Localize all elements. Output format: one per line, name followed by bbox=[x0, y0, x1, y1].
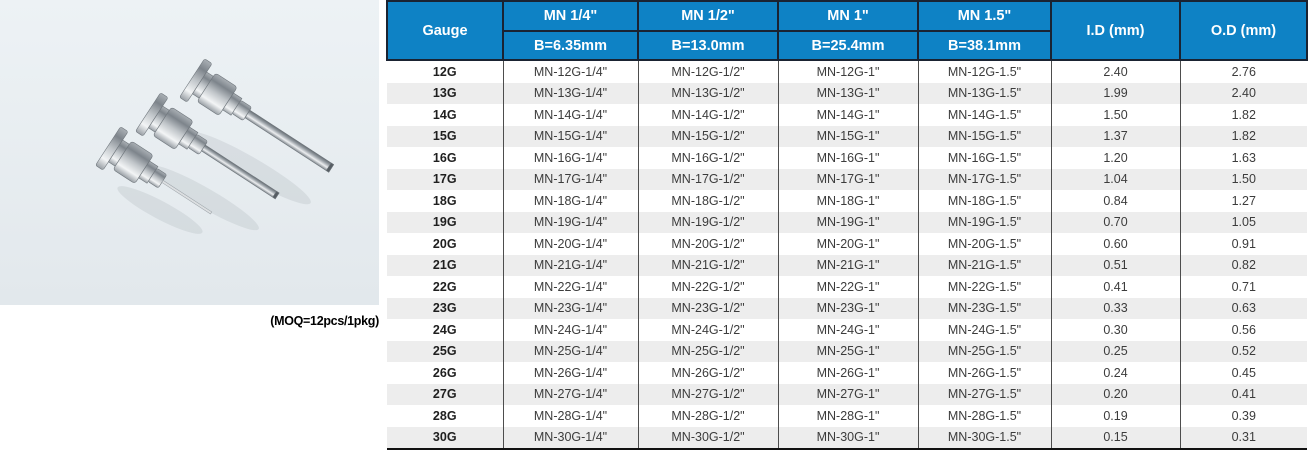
part-mn-quarter-cell: MN-18G-1/4" bbox=[503, 190, 638, 212]
id-cell: 0.30 bbox=[1051, 319, 1180, 341]
part-mn-quarter-cell: MN-26G-1/4" bbox=[503, 362, 638, 384]
table-row bbox=[387, 190, 1307, 212]
part-mn-one-half-cell: MN-19G-1.5" bbox=[918, 212, 1051, 234]
table-row bbox=[387, 319, 1307, 341]
part-mn-one-half-cell: MN-30G-1.5" bbox=[918, 427, 1051, 450]
part-mn-one-half-cell: MN-21G-1.5" bbox=[918, 255, 1051, 277]
gauge-cell: 25G bbox=[432, 344, 457, 359]
part-mn-one-cell: MN-21G-1" bbox=[778, 255, 918, 277]
part-mn-one-cell: MN-18G-1" bbox=[778, 190, 918, 212]
part-mn-one-half-cell: MN-14G-1.5" bbox=[918, 104, 1051, 126]
id-cell: 1.04 bbox=[1051, 169, 1180, 191]
part-mn-one-half-cell: MN-28G-1.5" bbox=[918, 405, 1051, 427]
part-mn-half-cell: MN-14G-1/2" bbox=[638, 104, 778, 126]
part-mn-one-cell: MN-17G-1" bbox=[778, 169, 918, 191]
col-header-mn-quarter: MN 1/4" bbox=[503, 1, 638, 31]
od-cell: 0.45 bbox=[1180, 362, 1307, 384]
od-cell: 0.39 bbox=[1180, 405, 1307, 427]
col-header-mn-one-half: MN 1.5" bbox=[918, 1, 1051, 31]
table-row bbox=[387, 427, 1307, 450]
table-row bbox=[387, 126, 1307, 148]
gauge-cell: 22G bbox=[432, 279, 457, 294]
part-mn-one-cell: MN-27G-1" bbox=[778, 384, 918, 406]
part-mn-half-cell: MN-15G-1/2" bbox=[638, 126, 778, 148]
part-mn-half-cell: MN-28G-1/2" bbox=[638, 405, 778, 427]
part-mn-quarter-cell: MN-30G-1/4" bbox=[503, 427, 638, 450]
part-mn-half-cell: MN-23G-1/2" bbox=[638, 298, 778, 320]
part-mn-one-cell: MN-25G-1" bbox=[778, 341, 918, 363]
part-mn-quarter-cell: MN-17G-1/4" bbox=[503, 169, 638, 191]
part-mn-half-cell: MN-16G-1/2" bbox=[638, 147, 778, 169]
moq-caption: (MOQ=12pcs/1pkg) bbox=[270, 314, 379, 328]
col-header-gauge: Gauge bbox=[387, 1, 503, 60]
table-row bbox=[387, 147, 1307, 169]
part-mn-one-half-cell: MN-24G-1.5" bbox=[918, 319, 1051, 341]
part-mn-half-cell: MN-17G-1/2" bbox=[638, 169, 778, 191]
od-cell: 0.82 bbox=[1180, 255, 1307, 277]
part-mn-one-cell: MN-20G-1" bbox=[778, 233, 918, 255]
part-mn-half-cell: MN-19G-1/2" bbox=[638, 212, 778, 234]
gauge-cell: 20G bbox=[432, 236, 457, 251]
part-mn-one-cell: MN-15G-1" bbox=[778, 126, 918, 148]
part-mn-half-cell: MN-30G-1/2" bbox=[638, 427, 778, 450]
table-row bbox=[387, 212, 1307, 234]
id-cell: 1.20 bbox=[1051, 147, 1180, 169]
col-header-mn-one: MN 1" bbox=[778, 1, 918, 31]
table-row bbox=[387, 362, 1307, 384]
part-mn-quarter-cell: MN-22G-1/4" bbox=[503, 276, 638, 298]
part-mn-half-cell: MN-22G-1/2" bbox=[638, 276, 778, 298]
part-mn-one-cell: MN-19G-1" bbox=[778, 212, 918, 234]
part-mn-one-half-cell: MN-17G-1.5" bbox=[918, 169, 1051, 191]
table-row bbox=[387, 169, 1307, 191]
id-cell: 0.20 bbox=[1051, 384, 1180, 406]
id-cell: 0.24 bbox=[1051, 362, 1180, 384]
needle-spec-table bbox=[386, 0, 1308, 450]
part-mn-one-cell: MN-16G-1" bbox=[778, 147, 918, 169]
table-row bbox=[387, 298, 1307, 320]
od-cell: 2.76 bbox=[1180, 60, 1307, 83]
metal-needles-image bbox=[0, 0, 379, 305]
id-cell: 0.60 bbox=[1051, 233, 1180, 255]
part-mn-one-cell: MN-28G-1" bbox=[778, 405, 918, 427]
part-mn-one-cell: MN-30G-1" bbox=[778, 427, 918, 450]
od-cell: 0.63 bbox=[1180, 298, 1307, 320]
col-header-od: O.D (mm) bbox=[1180, 1, 1307, 60]
part-mn-half-cell: MN-18G-1/2" bbox=[638, 190, 778, 212]
gauge-cell: 30G bbox=[387, 427, 503, 450]
id-cell: 0.70 bbox=[1051, 212, 1180, 234]
part-mn-one-cell: MN-22G-1" bbox=[778, 276, 918, 298]
od-cell: 0.52 bbox=[1180, 341, 1307, 363]
part-mn-quarter-cell: MN-23G-1/4" bbox=[503, 298, 638, 320]
part-mn-one-cell: MN-24G-1" bbox=[778, 319, 918, 341]
table-row bbox=[387, 255, 1307, 277]
gauge-cell: 13G bbox=[432, 86, 457, 101]
table-header bbox=[387, 1, 1307, 60]
product-photo bbox=[0, 0, 379, 305]
id-cell: 0.19 bbox=[1051, 405, 1180, 427]
id-cell: 1.50 bbox=[1051, 104, 1180, 126]
col-subheader-b-one: B=25.4mm bbox=[778, 31, 918, 60]
part-mn-one-half-cell: MN-15G-1.5" bbox=[918, 126, 1051, 148]
part-mn-one-half-cell: MN-27G-1.5" bbox=[918, 384, 1051, 406]
gauge-cell: 12G bbox=[432, 64, 457, 79]
col-header-mn-half: MN 1/2" bbox=[638, 1, 778, 31]
part-mn-quarter-cell: MN-16G-1/4" bbox=[503, 147, 638, 169]
id-cell: 1.37 bbox=[1051, 126, 1180, 148]
part-mn-quarter-cell: MN-20G-1/4" bbox=[503, 233, 638, 255]
table-row bbox=[387, 405, 1307, 427]
od-cell: 1.50 bbox=[1180, 169, 1307, 191]
od-cell: 0.71 bbox=[1180, 276, 1307, 298]
part-mn-half-cell: MN-27G-1/2" bbox=[638, 384, 778, 406]
part-mn-one-half-cell: MN-26G-1.5" bbox=[918, 362, 1051, 384]
part-mn-quarter-cell: MN-24G-1/4" bbox=[503, 319, 638, 341]
part-mn-one-half-cell: MN-20G-1.5" bbox=[918, 233, 1051, 255]
gauge-cell: 27G bbox=[432, 387, 457, 402]
col-subheader-b-one-half: B=38.1mm bbox=[918, 31, 1051, 60]
id-cell: 0.41 bbox=[1051, 276, 1180, 298]
table-row bbox=[387, 341, 1307, 363]
od-cell: 1.27 bbox=[1180, 190, 1307, 212]
part-mn-half-cell: MN-13G-1/2" bbox=[638, 83, 778, 105]
id-cell: 0.15 bbox=[1051, 427, 1180, 450]
od-cell: 1.05 bbox=[1180, 212, 1307, 234]
od-cell: 0.91 bbox=[1180, 233, 1307, 255]
od-cell: 0.41 bbox=[1180, 384, 1307, 406]
id-cell: 0.51 bbox=[1051, 255, 1180, 277]
part-mn-half-cell: MN-25G-1/2" bbox=[638, 341, 778, 363]
table-body bbox=[387, 60, 1307, 449]
part-mn-one-half-cell: MN-13G-1.5" bbox=[918, 83, 1051, 105]
table-row bbox=[387, 104, 1307, 126]
table-row bbox=[387, 60, 1307, 83]
part-mn-one-cell: MN-26G-1" bbox=[778, 362, 918, 384]
part-mn-one-half-cell: MN-22G-1.5" bbox=[918, 276, 1051, 298]
part-mn-one-half-cell: MN-23G-1.5" bbox=[918, 298, 1051, 320]
part-mn-quarter-cell: MN-25G-1/4" bbox=[503, 341, 638, 363]
part-mn-half-cell: MN-20G-1/2" bbox=[638, 233, 778, 255]
part-mn-half-cell: MN-24G-1/2" bbox=[638, 319, 778, 341]
part-mn-quarter-cell: MN-12G-1/4" bbox=[503, 60, 638, 83]
part-mn-one-half-cell: MN-18G-1.5" bbox=[918, 190, 1051, 212]
table-row bbox=[387, 83, 1307, 105]
part-mn-one-cell: MN-13G-1" bbox=[778, 83, 918, 105]
col-subheader-b-quarter: B=6.35mm bbox=[503, 31, 638, 60]
needle-spec-table-wrap bbox=[386, 0, 1306, 450]
gauge-cell: 28G bbox=[432, 408, 457, 423]
id-cell: 0.33 bbox=[1051, 298, 1180, 320]
part-mn-one-half-cell: MN-16G-1.5" bbox=[918, 147, 1051, 169]
part-mn-one-cell: MN-12G-1" bbox=[778, 60, 918, 83]
od-cell: 1.82 bbox=[1180, 126, 1307, 148]
od-cell: 2.40 bbox=[1180, 83, 1307, 105]
od-cell: 1.63 bbox=[1180, 147, 1307, 169]
part-mn-quarter-cell: MN-15G-1/4" bbox=[503, 126, 638, 148]
gauge-cell: 17G bbox=[432, 172, 457, 187]
part-mn-half-cell: MN-12G-1/2" bbox=[638, 60, 778, 83]
od-cell: 0.56 bbox=[1180, 319, 1307, 341]
gauge-cell: 19G bbox=[432, 215, 457, 230]
table-row bbox=[387, 233, 1307, 255]
gauge-cell: 24G bbox=[432, 322, 457, 337]
part-mn-one-cell: MN-23G-1" bbox=[778, 298, 918, 320]
part-mn-quarter-cell: MN-21G-1/4" bbox=[503, 255, 638, 277]
part-mn-half-cell: MN-21G-1/2" bbox=[638, 255, 778, 277]
gauge-cell: 15G bbox=[432, 129, 457, 144]
part-mn-half-cell: MN-26G-1/2" bbox=[638, 362, 778, 384]
gauge-cell: 23G bbox=[432, 301, 457, 316]
table-row bbox=[387, 384, 1307, 406]
col-header-id: I.D (mm) bbox=[1051, 1, 1180, 60]
gauge-cell: 21G bbox=[432, 258, 457, 273]
id-cell: 1.99 bbox=[1051, 83, 1180, 105]
gauge-cell: 16G bbox=[432, 150, 457, 165]
part-mn-quarter-cell: MN-19G-1/4" bbox=[503, 212, 638, 234]
id-cell: 0.84 bbox=[1051, 190, 1180, 212]
part-mn-one-cell: MN-14G-1" bbox=[778, 104, 918, 126]
part-mn-quarter-cell: MN-13G-1/4" bbox=[503, 83, 638, 105]
gauge-cell: 18G bbox=[432, 193, 457, 208]
part-mn-quarter-cell: MN-14G-1/4" bbox=[503, 104, 638, 126]
od-cell: 1.82 bbox=[1180, 104, 1307, 126]
col-subheader-b-half: B=13.0mm bbox=[638, 31, 778, 60]
gauge-cell: 26G bbox=[432, 365, 457, 380]
part-mn-one-half-cell: MN-25G-1.5" bbox=[918, 341, 1051, 363]
part-mn-one-half-cell: MN-12G-1.5" bbox=[918, 60, 1051, 83]
id-cell: 2.40 bbox=[1051, 60, 1180, 83]
id-cell: 0.25 bbox=[1051, 341, 1180, 363]
part-mn-quarter-cell: MN-28G-1/4" bbox=[503, 405, 638, 427]
gauge-cell: 14G bbox=[432, 107, 457, 122]
od-cell: 0.31 bbox=[1180, 427, 1307, 450]
part-mn-quarter-cell: MN-27G-1/4" bbox=[503, 384, 638, 406]
table-row bbox=[387, 276, 1307, 298]
